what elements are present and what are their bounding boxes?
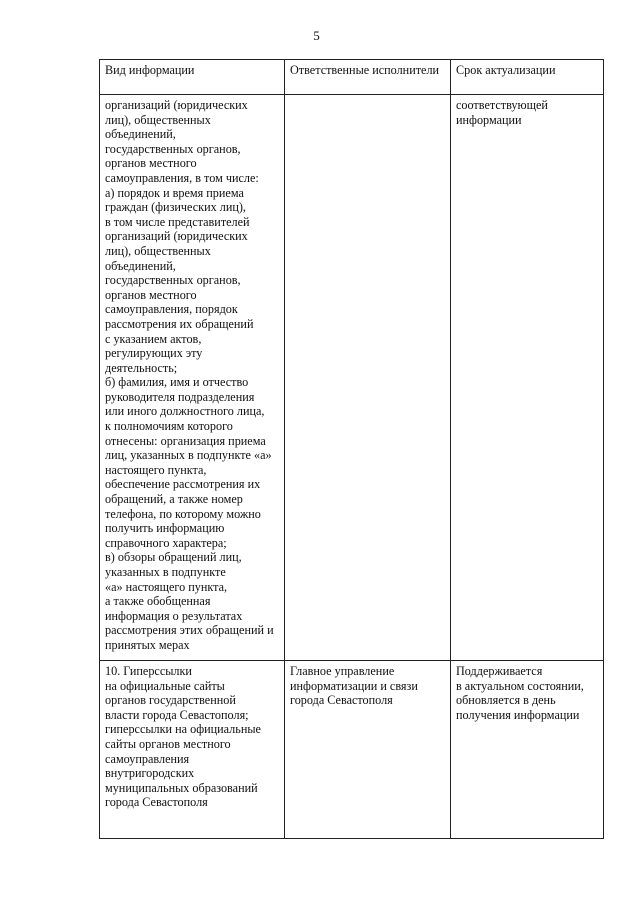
cell-text-line: а также обобщенная bbox=[105, 594, 211, 609]
table-row bbox=[100, 661, 604, 839]
cell-responsible bbox=[285, 95, 451, 661]
header-update-period: Срок актуализации bbox=[451, 60, 604, 95]
cell-text-line: объединений, bbox=[105, 258, 176, 273]
information-table bbox=[99, 59, 604, 839]
cell-text-line: гиперссылки на официальные bbox=[105, 722, 261, 737]
cell-text-line: настоящего пункта, bbox=[105, 462, 207, 477]
cell-text-line: или иного должностного лица, bbox=[105, 404, 265, 419]
cell-info-type bbox=[100, 661, 285, 839]
cell-text-line: информатизации и связи bbox=[290, 678, 418, 693]
cell-text-line: организаций (юридических bbox=[105, 229, 248, 244]
cell-text-line: получения информации bbox=[456, 707, 580, 722]
cell-update-period bbox=[451, 661, 604, 839]
cell-text-line: рассмотрения этих обращений и bbox=[105, 623, 274, 638]
cell-text-line: соответствующей bbox=[456, 98, 548, 112]
cell-text-line: государственных органов, bbox=[105, 141, 241, 156]
cell-text-line: муниципальных образований bbox=[105, 780, 258, 795]
cell-text-line: в актуальном состоянии, bbox=[456, 678, 584, 693]
cell-text-line: объединений, bbox=[105, 127, 176, 142]
table-row bbox=[100, 95, 604, 661]
cell-text-line: к полномочиям которого bbox=[105, 419, 233, 434]
cell-text-line: обновляется в день bbox=[456, 693, 556, 708]
cell-text-line: телефона, по которому можно bbox=[105, 506, 261, 521]
cell-text-line: граждан (физических лиц), bbox=[105, 200, 246, 215]
cell-text-line: руководителя подразделения bbox=[105, 389, 255, 404]
cell-text-line: получить информацию bbox=[105, 521, 225, 536]
cell-text-line: справочного характера; bbox=[105, 535, 227, 550]
cell-text-line: Поддерживается bbox=[456, 664, 543, 678]
cell-text-line: указанных в подпункте bbox=[105, 565, 226, 579]
cell-text-line: самоуправления, порядок bbox=[105, 302, 238, 317]
table-header-row bbox=[100, 60, 604, 95]
cell-info-type bbox=[100, 95, 285, 661]
cell-text-line: города Севастополя bbox=[105, 795, 208, 810]
cell-text-line: власти города Севастополя; bbox=[105, 707, 249, 722]
cell-text-line: органов местного bbox=[105, 156, 197, 171]
cell-text-line: на официальные сайты bbox=[105, 678, 225, 693]
cell-text-line: государственных органов, bbox=[105, 273, 241, 288]
cell-text-line: рассмотрения их обращений bbox=[105, 316, 254, 331]
cell-text-line: принятых мерах bbox=[105, 637, 190, 652]
cell-text-line: сайты органов местного bbox=[105, 736, 231, 751]
cell-text-line: 10. Гиперссылки bbox=[105, 664, 192, 678]
cell-text-line: в) обзоры обращений лиц, bbox=[105, 550, 242, 565]
cell-text-line: лиц, указанных в подпункте «а» bbox=[105, 448, 272, 463]
cell-text-line: информация о результатах bbox=[105, 608, 243, 623]
cell-text-line: а) порядок и время приема bbox=[105, 185, 244, 200]
cell-text-line: регулирующих эту bbox=[105, 346, 203, 361]
cell-text-line: внутригородских bbox=[105, 766, 195, 781]
cell-text-line: организаций (юридических bbox=[105, 98, 248, 112]
cell-text-line: с указанием актов, bbox=[105, 331, 202, 346]
cell-text-line: обращений, а также номер bbox=[105, 492, 243, 507]
cell-text-line: лиц), общественных bbox=[105, 243, 211, 258]
cell-text-line: лиц), общественных bbox=[105, 112, 211, 127]
cell-update-period bbox=[451, 95, 604, 661]
cell-text-line: отнесены: организация приема bbox=[105, 433, 266, 448]
cell-text-line: «а» настоящего пункта, bbox=[105, 579, 228, 594]
page-number: 5 bbox=[313, 28, 320, 43]
cell-text-line: б) фамилия, имя и отчество bbox=[105, 375, 249, 390]
cell-text-line: самоуправления, в том числе: bbox=[105, 170, 259, 185]
cell-text-line: самоуправления bbox=[105, 751, 190, 766]
cell-responsible bbox=[285, 661, 451, 839]
cell-text-line: органов местного bbox=[105, 287, 197, 302]
cell-text-line: информации bbox=[456, 112, 522, 127]
cell-text-line: органов государственной bbox=[105, 693, 236, 708]
cell-text-line: в том числе представителей bbox=[105, 214, 250, 229]
cell-text-line: деятельность; bbox=[105, 360, 178, 375]
header-info-type: Вид информации bbox=[100, 60, 285, 95]
header-responsible: Ответственные исполнители bbox=[285, 60, 451, 95]
cell-text-line: обеспечение рассмотрения их bbox=[105, 477, 261, 492]
cell-text-line: города Севастополя bbox=[290, 693, 393, 708]
cell-text-line: Главное управление bbox=[290, 664, 395, 678]
